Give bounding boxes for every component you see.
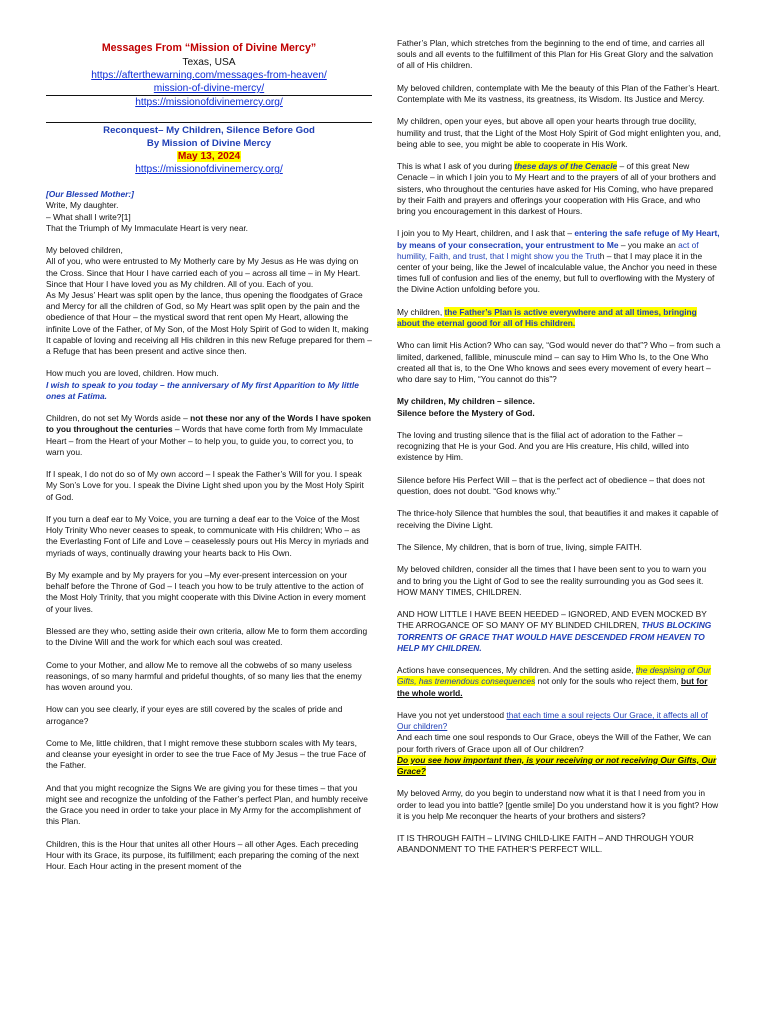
text-run: AND HOW LITTLE I HAVE BEEN HEEDED – IGNORED, AND EVEN MOCKED BY THE ARROGANCE OF SO MANY OF MY BLINDED CHILDREN, bbox=[397, 609, 707, 631]
text-run-blue-underline: that each time a soul rejects Our Grace, it affects all of Our children? bbox=[397, 709, 708, 732]
paragraph: The Silence, My children, that is born of true, living, simple FAITH. bbox=[397, 541, 642, 552]
highlight-receiving: Do you see how important then, is your receiving or not receiving Our Gifts, Our Grace? bbox=[397, 754, 717, 776]
paragraph: My children, open your eyes, but above all open your hearts through true docility, humility and trust, that the Light of the Most Holy Spirit of God might enlighten you, and, being able to see, you might be able to cooperate in His Work. bbox=[397, 116, 722, 149]
message-date: May 13, 2024 bbox=[177, 151, 241, 163]
paragraph: My beloved Army, do you begin to understand now what it is that I need from you in order to lead you into battle? [gentle smile] Do you understand how it is you fight? How it is you help Me reconquer the hearts of your brothers and sisters? bbox=[397, 788, 719, 821]
paragraph bbox=[397, 228, 721, 295]
paragraph: Father’s Plan, which stretches from the beginning to the end of time, and carries all souls and all events to the fulfillment of this Plan for His Great Glory and the salvation of all of His children. bbox=[397, 38, 714, 71]
text-run: Actions have consequences, My children. And the setting aside, bbox=[397, 665, 636, 676]
highlight-fathers-plan: the Father’s Plan is active everywhere and at all times, bringing about the eternal good for all of His children. bbox=[397, 306, 697, 328]
text-run: This is what I ask of you during bbox=[397, 161, 515, 172]
paragraph bbox=[397, 161, 721, 217]
text-run: And each time one soul responds to Our Grace, obeys the Will of the Father, We can pour forth rivers of Grace upon all of Our children? bbox=[397, 732, 712, 754]
text-run: not only for the souls who reject them, bbox=[535, 676, 681, 687]
highlight-cenacle: these days of the Cenacle bbox=[514, 161, 618, 172]
left-column bbox=[46, 38, 372, 884]
paragraph-emphasis: I wish to speak to you today – the anniversary of My first Apparition to My little ones at Fatima. bbox=[46, 379, 359, 401]
paragraph: If I speak, I do not do so of My own accord – I speak the Father’s Will for you. I speak My Son’s Love for you. I speak the Divine Light shed upon you by the Most Holy Spirit of God. bbox=[46, 469, 364, 502]
text-run: Children, do not set My Words aside – bbox=[46, 413, 191, 424]
paragraph: By My example and by My prayers for you –My ever-present intercession on your behalf before the Throne of God – I teach you how to be truly attentive to the action of the Most Holy Trinity, that you might cooperate with this Divine Action in every moment of your lives. bbox=[46, 570, 366, 614]
paragraph-greeting: My beloved children, bbox=[46, 245, 123, 256]
paragraph: Who can limit His Action? Who can say, “God would never do that”? Who – from such a limited, darkened, fallible, minuscule mind – can say to Him Who Is, to the One Who created all that is, to the One Who knows and sees every movement of every heart – who dare say to Him, “You cannot do this”? bbox=[397, 340, 721, 384]
paragraph bbox=[397, 665, 721, 699]
header-divider-2 bbox=[46, 122, 372, 123]
paragraph: Children, this is the Hour that unites all other Hours – all other Ages. Each preceding Hour with its Grace, its purpose, its fulfillment; each preparing the coming of the next Hour. Each Hour acting in the present moment of the bbox=[46, 838, 359, 872]
text-run: Have you not yet understood bbox=[397, 709, 507, 720]
paragraph: My beloved children, contemplate with Me the beauty of this Plan of the Father’s Heart. Contemplate with Me its vastness, its greatness, its Wisdom. Its Justice and Mercy. bbox=[397, 82, 720, 104]
message-body-left bbox=[46, 189, 372, 872]
paragraph: How can you see clearly, if your eyes are still covered by the scales of pride and arrogance? bbox=[46, 704, 343, 726]
text-run-bold: not these nor any of the Words I have spoken to you throughout the centuries bbox=[46, 413, 372, 435]
message-byline: By Mission of Divine Mercy bbox=[146, 137, 272, 149]
paragraph: And that you might recognize the Signs We are giving you for these times – that you might see and recognize the unfolding of the Father’s perfect Plan, and humbly receive the Grace you need in order to take your place in My Army for the accomplishment of this Plan. bbox=[46, 782, 368, 827]
paragraph: Come to Me, little children, that I might remove these stubborn scales with My tears, and cleanse your eyesight in order to see the true Face of My Jesus – the true Face of the Father. bbox=[46, 737, 366, 771]
paragraph: If you turn a deaf ear to My Voice, you are turning a deaf ear to the Voice of the Most Holy Trinity Who never ceases to speak, to communicate with His children; Who – as the Everlasting Font of Life and Love – ceaselessly pours out His Mercy in myriads and myriads of ways, continually drawing your hearts back to His Own. bbox=[46, 514, 369, 558]
header-location: Texas, USA bbox=[182, 57, 236, 68]
text-run-bold: Silence before the Mystery of God. bbox=[397, 407, 535, 418]
message-heading bbox=[46, 125, 372, 176]
paragraph: Blessed are they who, setting aside their own criteria, allow Me to form them according to the Divine Will and the work for which each soul was created. bbox=[46, 626, 368, 648]
paragraph bbox=[397, 710, 721, 777]
text-run-blue: act of humility, Faith, and trust, that I might show you the Trut bbox=[397, 239, 699, 261]
header-link-messages-cont[interactable]: mission-of-divine-mercy/ bbox=[153, 83, 265, 94]
text-run-blue-bold-italic: THUS BLOCKING TORRENTS OF GRACE THAT WOULD HAVE DESCENDED FROM HEAVEN TO HELP MY CHILDREN. bbox=[397, 620, 712, 653]
header bbox=[46, 42, 372, 109]
text-run: – Words that have come forth from My Immaculate Heart – from the Heart of your Mother – to help you, to guide you, to correct you, to warn you. bbox=[46, 424, 363, 457]
text-run: My children, bbox=[397, 306, 445, 317]
speaker-label: [Our Blessed Mother:] bbox=[46, 189, 134, 200]
intro-line-1: Write, My daughter. bbox=[46, 200, 119, 211]
paragraph: IT IS THROUGH FAITH – LIVING CHILD-LIKE FAITH – AND THROUGH YOUR ABANDONMENT TO THE FATHER’S PERFECT WILL. bbox=[397, 833, 694, 855]
paragraph: How much you are loved, children. How much. bbox=[46, 368, 219, 379]
right-column bbox=[397, 38, 721, 867]
text-run: h – that I may place it in the center of your being, like the Jewel of incalculable value, the Anchor you need in these times full of confusion and lies of the enemy, but full to overflowing with the Mystery of the Divine Action unfolding before you. bbox=[397, 250, 717, 295]
intro-line-2: – What shall I write?[1] bbox=[46, 211, 131, 222]
paragraph: Come to your Mother, and allow Me to remove all the cobwebs of so many useless reasonings, of so many harmful and prideful thoughts, of so many lies that the enemy has woven around you. bbox=[46, 659, 362, 692]
text-run: – you make an bbox=[618, 239, 679, 250]
paragraph bbox=[397, 307, 721, 329]
message-title: Reconquest– My Children, Silence Before God bbox=[103, 125, 315, 136]
message-link[interactable]: https://missionofdivinemercy.org/ bbox=[135, 164, 283, 176]
paragraph: Silence before His Perfect Will – that is the perfect act of obedience – that does not question, does not doubt. “God knows why.” bbox=[397, 474, 705, 496]
header-link-messages[interactable]: https://afterthewarning.com/messages-from-heaven/ bbox=[91, 70, 327, 81]
header-title: Messages From “Mission of Divine Mercy” bbox=[101, 42, 317, 54]
text-run: I join you to My Heart, children, and I ask that – bbox=[397, 228, 575, 239]
highlight-despising: the despising of Our Gifts, has tremendous consequences bbox=[397, 665, 711, 687]
text-run: – of this great New Cenacle – in which I join you to My Heart and to the prayers of all of your brothers and sisters, who throughout the centuries have asked for His Coming, who have prepared by their Faith and prayers and offerings your cooperation with His Grace, and who bring you encouragement in this darkest of Hours. bbox=[397, 161, 716, 216]
paragraph bbox=[46, 413, 372, 458]
paragraph: As My Jesus’ Heart was split open by the lance, thus opening the floodgates of Grace and Mercy for all the children of God, so My Heart was split open by the pain and the obedience of that Hour – the mystical sword that rent open My Heart, allowing the infinite Love of the Father, of My Son, of the Most Holy Spirit of God to widen It, making It capable of loving and receiving all His children in this new Refuge prepared for them – a Refuge that has been present and active since then. bbox=[46, 290, 372, 357]
paragraph: All of you, who were entrusted to My Motherly care by My Jesus as He was dying on the Cross. Since that Hour I have carried each of you – across all time – in My Heart. Since that Hour I have loved you as My children. All of you. Each of you. bbox=[46, 256, 361, 289]
header-link-site[interactable]: https://missionofdivinemercy.org/ bbox=[135, 97, 283, 108]
intro-line-3: That the Triumph of My Immaculate Heart is very near. bbox=[46, 222, 249, 233]
paragraph: The loving and trusting silence that is the filial act of adoration to the Father – recognizing that He is your God. And you are His creature, His child, willed into existence by Him. bbox=[397, 429, 689, 463]
text-run-bold-underline: but for the whole world. bbox=[397, 676, 708, 698]
paragraph-bold bbox=[397, 396, 721, 418]
paragraph: The thrice-holy Silence that humbles the soul, that beautifies it and makes it capable of receiving the Divine Light. bbox=[397, 508, 719, 530]
paragraph bbox=[397, 609, 721, 654]
paragraph: My beloved children, consider all the times that I have been sent to you to warn you and to bring you the Light of God to see the reality surrounding you as God sees it. HOW MANY TIMES, CHILDREN. bbox=[397, 564, 707, 597]
text-run-blue-bold: entering the safe refuge of My Heart, by means of your consecration, your entrustment to Me bbox=[397, 228, 720, 250]
text-run-bold: My children, My children – silence. bbox=[397, 396, 535, 407]
